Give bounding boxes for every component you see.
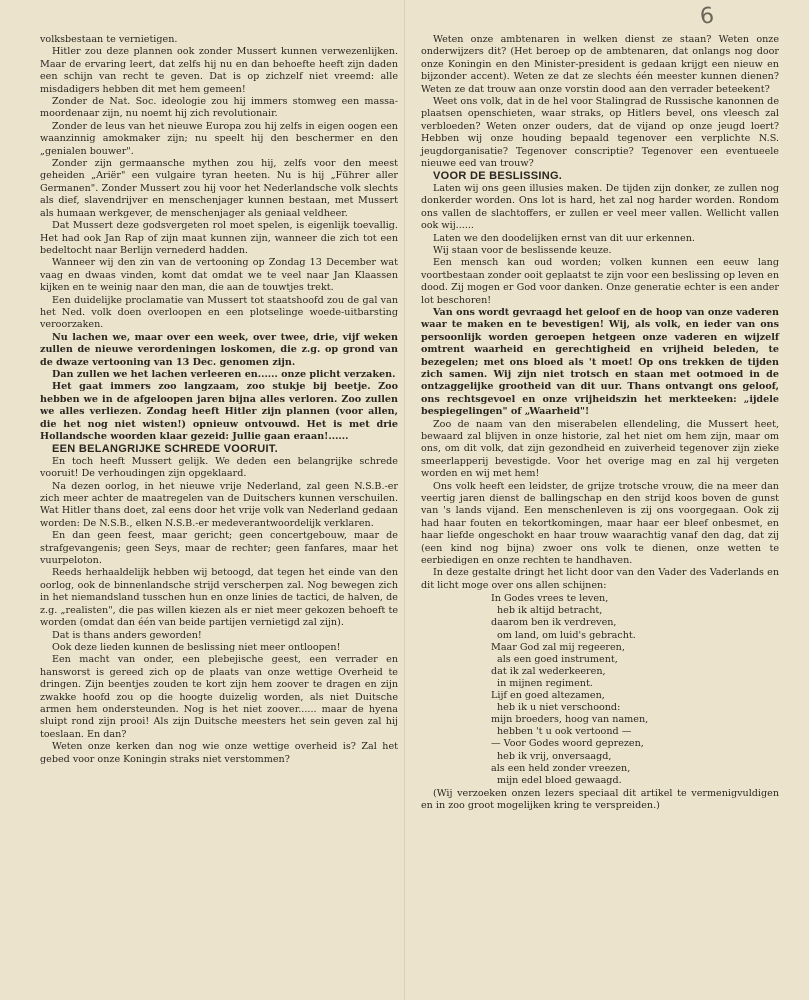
poem-line: Lijf en goed altezamen, <box>491 690 605 702</box>
poem-line: mijn broeders, hoog van namen, <box>491 714 649 726</box>
section-heading: VOOR DE BESLISSING. <box>433 170 563 183</box>
paragraph: Een duidelijke proclamatie van Mussert tot staatshoofd zou de gal van het Ned. volk doen overloopen en een plotselinge woede-uitbarsting veroorzaken. <box>40 294 398 331</box>
section-heading: EEN BELANGRIJKE SCHREDE VOORUIT. <box>52 443 278 456</box>
poem-line: als een goed instrument, <box>497 653 618 665</box>
poem-line: mijn edel bloed gewaagd. <box>497 774 622 786</box>
poem-line: In Godes vrees te leven, <box>491 593 609 605</box>
closing-note: (Wij verzoeken onzen lezers speciaal dit artikel te vermenigvuldigen en in zoo groot mogelijken kring te verspreiden.) <box>421 787 779 812</box>
paragraph: Weet ons volk, dat in de hel voor Stalingrad de Russische kanonnen de plaatsen openschieten, waar straks, op Hitlers bevel, ons vleesch zal verbloeden? Weten onzer ouders, dat de vijand op onze jeugd loert? Hebben wij onze houding bepaald tegenover een verplichte N.S. jeugdorganisatie? Tegenover conscriptie? Tegenover een eventueele nieuwe eed van trouw? <box>421 96 779 170</box>
left-column <box>40 34 398 813</box>
poem-line: heb ik u niet verschoond: <box>497 702 621 714</box>
paragraph: Een macht van onder, een plebejische geest, een verrader en hansworst is gereed zich op de plaats van onze wettige Overheid te dringen. Zijn beentjes zouden te kort zijn hem zoover te dragen en zijn zwakke hoofd zou op die hoogte duizelig worden, als niet Duitsche armen hem ondersteunden. Nog is het niet zoover...... maar de hyena sluipt rond zijn prooi! Als zijn Duitsche meesters het sein geven zal hij toeslaan. En dan? <box>40 654 398 740</box>
poem-line: in mijnen regiment. <box>497 677 593 689</box>
right-column-text <box>421 34 779 592</box>
paragraph: En dan geen feest, maar gericht; geen concertgebouw, maar de strafgevangenis; geen Seys, maar de rechter; geen fanfares, maar het vuurpeloton. <box>40 530 398 567</box>
poem <box>491 593 779 787</box>
paragraph: In deze gestalte dringt het licht door van den Vader des Vaderlands en dit licht moge over ons allen schijnen: <box>421 567 779 591</box>
poem-line: hebben 't u ook vertoond — <box>497 726 632 738</box>
poem-line: als een held zonder vreezen, <box>491 762 631 774</box>
paragraph: Weten onze kerken dan nog wie onze wettige overheid is? Zal het gebed voor onze Koningin straks niet verstommen? <box>40 741 398 765</box>
paragraph: Zonder de leus van het nieuwe Europa zou hij zelfs in eigen oogen een waanzinnig amokmaker zijn; nu speelt hij den beschermer en den „genialen bouwer". <box>40 120 398 157</box>
paragraph: Wij staan voor de beslissende keuze. <box>433 244 612 256</box>
paragraph: Wanneer wij den zin van de vertooning op Zondag 13 December wat vaag en dwaas vinden, komt dat omdat we te veel naar Jan Klaassen kijken en te weinig naar den man, die aan de touwtjes trekt. <box>40 257 398 294</box>
right-column <box>421 34 779 813</box>
poem-line: daarom ben ik verdreven, <box>491 617 617 629</box>
paragraph: Zoo de naam van den miserabelen ellendeling, die Mussert heet, bewaard zal blijven in onze historie, zal het niet om hem zijn, maar om ons, om dit volk, dat zijn gezondheid en zuiverheid tegenover zijn zieke smeerlapperij bevestigde. Voor het overige mag en zal hij vergeten worden en wij met hem! <box>421 418 779 480</box>
paragraph: Nu lachen we, maar over een week, over twee, drie, vijf weken zullen de nieuwe verordeningen loskomen, die z.g. op grond van de dwaze vertooning van 13 Dec. genomen zijn. <box>40 331 398 368</box>
paragraph: Ook deze lieden kunnen de beslissing niet meer ontloopen! <box>52 641 341 653</box>
paragraph: Reeds herhaaldelijk hebben wij betoogd, dat tegen het einde van den oorlog, ook de binnenlandsche strijd verscherpen zal. Nog bewegen zich in het niemandsland tusschen hun en onze linies de tactici, de halven, de z.g. „realisten", die pas willen kiezen als er niet meer gekozen behoeft te worden (omdat dan één van beide partijen vernietigd zal zijn). <box>40 567 398 629</box>
poem-line: heb ik vrij, onversaagd, <box>497 750 612 762</box>
paragraph: Een mensch kan oud worden; volken kunnen een eeuw lang voortbestaan zonder ooit geplaatst te zijn voor een beslissing op leven en dood. Zij mogen er God voor danken. Onze generatie echter is een ander lot beschoren! <box>421 257 779 306</box>
paragraph: Hitler zou deze plannen ook zonder Mussert kunnen verwezenlijken. Maar de ervaring leert, dat zelfs hij nu en dan behoefte heeft zijn daden een schijn van recht te geven. Dat is op zichzelf niet vreemd: alle misdadigers hebben dit met hem gemeen! <box>40 46 398 95</box>
paragraph: Weten onze ambtenaren in welken dienst ze staan? Weten onze onderwijzers dit? (Het beroep op de ambtenaren, dat onlangs nog door onze Koningin en den Minister-president is gedaan krijgt een nieuw en bijzonder accent). Weten ze dat ze slechts één meester kunnen dienen? Weten ze dat trouw aan onze vorstin dood aan den verrader beteekent? <box>421 34 779 95</box>
paragraph: Van ons wordt gevraagd het geloof en de hoop van onze vaderen waar te maken en te bevestigen! Wij, als volk, en ieder van ons persoonlijk worden geroepen hetgeen onze vaderen en wijzelf omtrent waarheid en gerechtigheid en vrijheid beleden, te bezegelen; met ons bloed als 't moet! Op ons trekken de tijden zich samen. Wij zijn niet trotsch en staan met ootmoed in de ontzaggelijke grootheid van dit uur. Thans ontvangt ons geloof, ons rechtsgevoel en onze vrijheidszin het merkteeken: „ijdele bespiegelingen" of „Waarheid"! <box>421 306 779 418</box>
paragraph: Laten we den doodelijken ernst van dit uur erkennen. <box>433 232 695 244</box>
poem-line: om land, om luid's gebracht. <box>497 629 636 641</box>
poem-line: — Voor Godes woord geprezen, <box>491 738 644 750</box>
paragraph: En toch heeft Mussert gelijk. We deden een belangrijke schrede vooruit! De verhoudingen zijn opgeklaard. <box>40 455 398 480</box>
paragraph: Na dezen oorlog, in het nieuwe vrije Nederland, zal geen N.S.B.-er zich meer achter de maatregelen van de Duitschers kunnen verschuilen. Wat Hitler thans doet, zal eens door het vrije volk van Nederland gedaan worden: De N.S.B., elken N.S.B.-er medeverantwoordelijk verklaren. <box>40 480 398 529</box>
paragraph: Dat Mussert deze godsvergeten rol moet spelen, is eigenlijk toevallig. Het had ook Jan Rap of zijn maat kunnen zijn, wanneer die zich tot een bedeltocht naar Berlijn vernederd hadden. <box>40 220 398 256</box>
paragraph: Dat is thans anders geworden! <box>52 629 202 641</box>
paragraph: Zonder de Nat. Soc. ideologie zou hij immers stomweg een massa-moordenaar zijn, nu noemt hij zich revolutionair. <box>40 96 398 120</box>
page-fold <box>404 0 405 1000</box>
handwritten-page-number: 6 <box>698 3 716 30</box>
poem-line: heb ik altijd betracht, <box>497 605 603 617</box>
paragraph: Dan zullen we het lachen verleeren en...... onze plicht verzaken. <box>52 368 396 380</box>
poem-line: Maar God zal mij regeeren, <box>491 641 625 653</box>
paragraph: Zonder zijn germaansche mythen zou hij, zelfs voor den meest geheiden „Ariër" een vulgaire tyran heeten. Nu is hij „Führer aller Germanen". Zonder Mussert zou hij voor het Nederlandsche volk slechts als dief, slavendrijver en menschenjager kunnen bestaan, met Mussert als humaan werkgever, de menschenjager als geniaal veldheer. <box>40 158 398 219</box>
paragraph: volksbestaan te vernietigen. <box>40 34 178 45</box>
text-columns <box>40 34 779 813</box>
paragraph: Het gaat immers zoo langzaam, zoo stukje bij beetje. Zoo hebben we in de afgeloopen jaren bijna alles verloren. Zoo zullen we alles verliezen. Zondag heeft Hitler zijn plannen (voor allen, die het nog niet wisten!) opnieuw ontvouwd. Het is met drie Hollandsche woorden klaar gezeid: Jullie gaan eraan!...... <box>40 381 398 442</box>
poem-line: dat ik zal wederkeeren, <box>491 665 606 677</box>
paragraph: Ons volk heeft een leidster, de grijze trotsche vrouw, die na meer dan veertig jaren dienst de ballingschap en den strijd koos boven de gunst van 's lands vijand. Een menschenleven is zij ons voorgegaan. Ook zij had haar fouten en tekortkomingen, maar haar eer bleef onbesmet, en haar liefde ongeschokt en haar trouw waarachtig vanaf den dag, dat zij (een kind nog bijna) zwoer ons volk te dienen, onze wetten te eerbiedigen en onze rechten te handhaven. <box>421 480 779 567</box>
paragraph: Laten wij ons geen illusies maken. De tijden zijn donker, ze zullen nog donkerder worden. Ons lot is hard, het zal nog harder worden. Rondom ons vallen de slachtoffers, er zullen er veel meer vallen. Wellicht vallen ook wij...... <box>421 182 779 232</box>
